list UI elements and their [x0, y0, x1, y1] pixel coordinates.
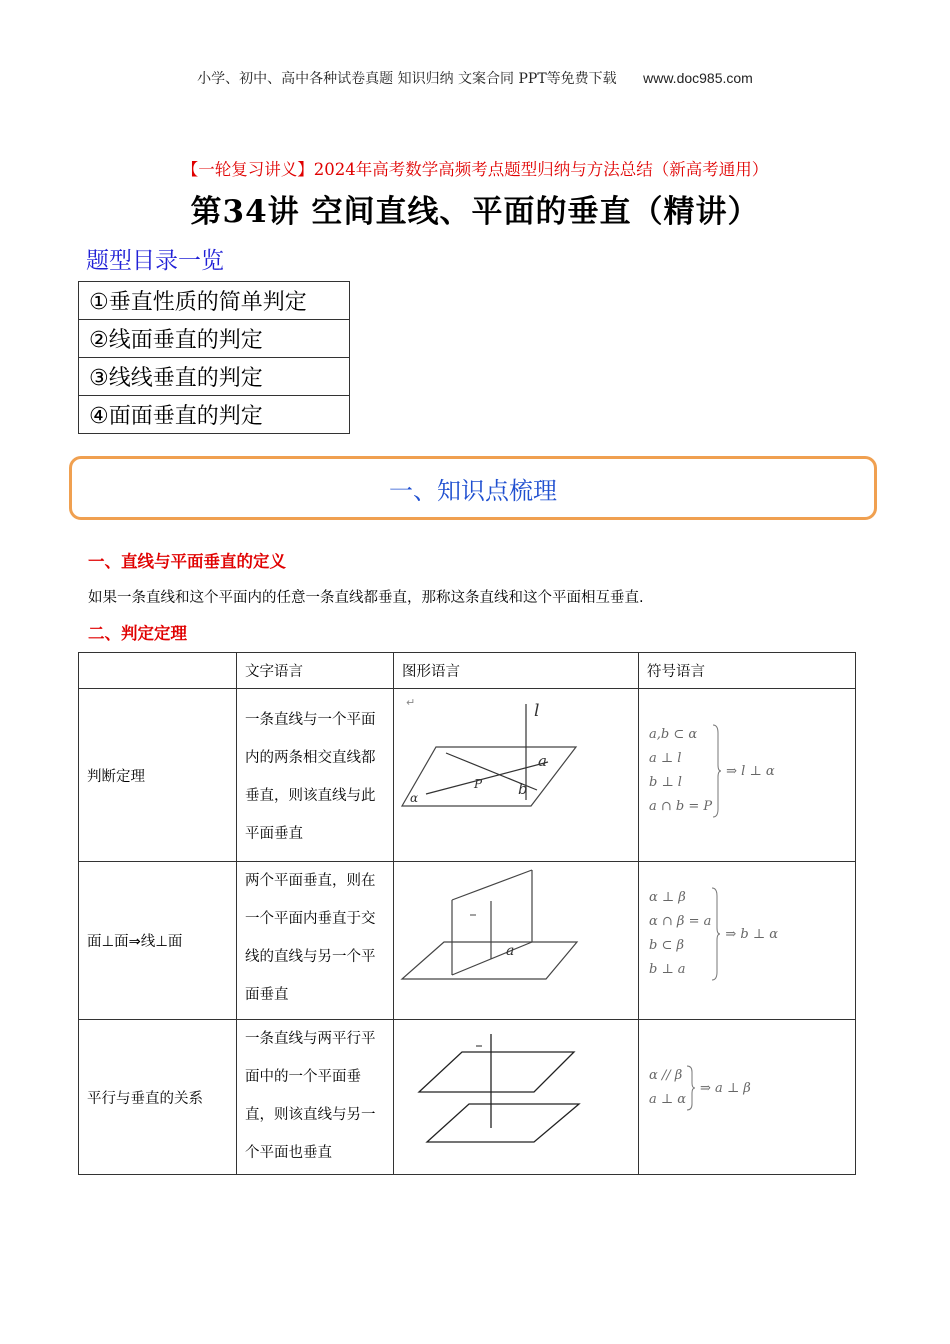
page-header	[0, 68, 950, 88]
parallel-planes-diagram	[394, 1024, 637, 1171]
theorem-text: 一条直线与一个平面内的两条相交直线都垂直，则该直线与此平面垂直	[237, 689, 394, 862]
theorem-text: 两个平面垂直，则在一个平面内垂直于交线的直线与另一个平面垂直	[237, 862, 394, 1020]
column-header	[79, 653, 237, 689]
toc-item[interactable]: ③线线垂直的判定	[79, 358, 350, 396]
toc-table	[78, 281, 350, 434]
figure-line-plane	[394, 689, 639, 862]
label-p: P	[474, 776, 483, 791]
section-banner	[69, 456, 877, 520]
plane-beta	[427, 1104, 579, 1142]
header-text: 小学、初中、高中各种试卷真题 知识归纳 文案合同 PPT等免费下载	[197, 71, 617, 87]
right-brace-icon	[711, 886, 721, 982]
line-a	[426, 762, 548, 794]
right-brace-icon	[712, 723, 722, 819]
return-mark: ↵	[406, 695, 416, 709]
document-subtitle: 【一轮复习讲义】2024年高考数学高频考点题型归纳与方法总结（新高考通用）	[181, 160, 769, 179]
symbol-line: b ⊥ a	[649, 962, 686, 977]
symbol-line: α ∩ β = a	[649, 914, 712, 929]
plane-alpha	[402, 747, 576, 806]
perpendicular-planes-diagram	[394, 863, 637, 1019]
table-row	[79, 1020, 856, 1175]
label-b: b	[518, 779, 528, 798]
theorem-table	[78, 652, 856, 1175]
plane-alpha	[419, 1052, 574, 1092]
table-header-row	[79, 653, 856, 689]
label-l: l	[534, 700, 540, 721]
symbol-cell	[639, 1020, 856, 1175]
symbol-line: b ⊥ l	[649, 775, 682, 790]
symbol-cell	[639, 689, 856, 862]
column-header: 符号语言	[639, 653, 856, 689]
header-url[interactable]: www.doc985.com	[643, 70, 753, 86]
right-brace-icon	[686, 1064, 696, 1112]
definition-heading: 一、直线与平面垂直的定义	[88, 552, 286, 571]
symbol-line: a ∩ b = P	[649, 799, 713, 814]
theorem-name: 平行与垂直的关系	[79, 1020, 237, 1175]
figure-plane-plane	[394, 862, 639, 1020]
symbol-line: a ⊥ l	[649, 751, 682, 766]
label-alpha: α	[410, 790, 419, 805]
document-title: 第34讲 空间直线、平面的垂直（精讲）	[190, 194, 760, 230]
table-row	[79, 862, 856, 1020]
symbol-group	[649, 886, 778, 982]
symbol-line: b ⊂ β	[649, 938, 684, 953]
column-header: 图形语言	[394, 653, 639, 689]
plane-alpha	[402, 942, 577, 979]
figure-parallel-planes	[394, 1020, 639, 1175]
symbol-group	[649, 723, 775, 819]
theorem-name: 判断定理	[79, 689, 237, 862]
toc-item[interactable]: ④面面垂直的判定	[79, 396, 350, 434]
label-a: a	[506, 942, 515, 959]
toc-heading: 题型目录一览	[86, 248, 224, 274]
symbol-line: α ⊥ β	[649, 890, 686, 905]
theorem-name: 面⊥面⇒线⊥面	[79, 862, 237, 1020]
toc-item[interactable]: ②线面垂直的判定	[79, 320, 350, 358]
toc-item[interactable]: ①垂直性质的简单判定	[79, 282, 350, 320]
column-header: 文字语言	[237, 653, 394, 689]
symbol-group	[649, 1064, 751, 1112]
symbol-line: a,b ⊂ α	[649, 727, 698, 742]
theorem-heading: 二、判定定理	[88, 624, 187, 643]
line-perpendicular-plane-diagram	[394, 690, 637, 861]
table-row	[79, 689, 856, 862]
plane-beta-top	[452, 870, 532, 900]
symbol-line: a ⊥ α	[649, 1092, 687, 1107]
symbol-conclusion: ⇒ b ⊥ α	[725, 926, 778, 942]
intersection-line-a	[452, 942, 532, 975]
label-a: a	[538, 751, 547, 770]
symbol-cell	[639, 862, 856, 1020]
symbol-conclusion: ⇒ a ⊥ β	[700, 1080, 751, 1096]
definition-text: 如果一条直线和这个平面内的任意一条直线都垂直，那称这条直线和这个平面相互垂直.	[88, 590, 644, 606]
theorem-text: 一条直线与两平行平面中的一个平面垂直，则该直线与另一个平面也垂直	[237, 1020, 394, 1175]
symbol-conclusion: ⇒ l ⊥ α	[726, 763, 775, 779]
symbol-line: α // β	[649, 1068, 683, 1083]
section-banner-label: 一、知识点梳理	[389, 476, 557, 505]
